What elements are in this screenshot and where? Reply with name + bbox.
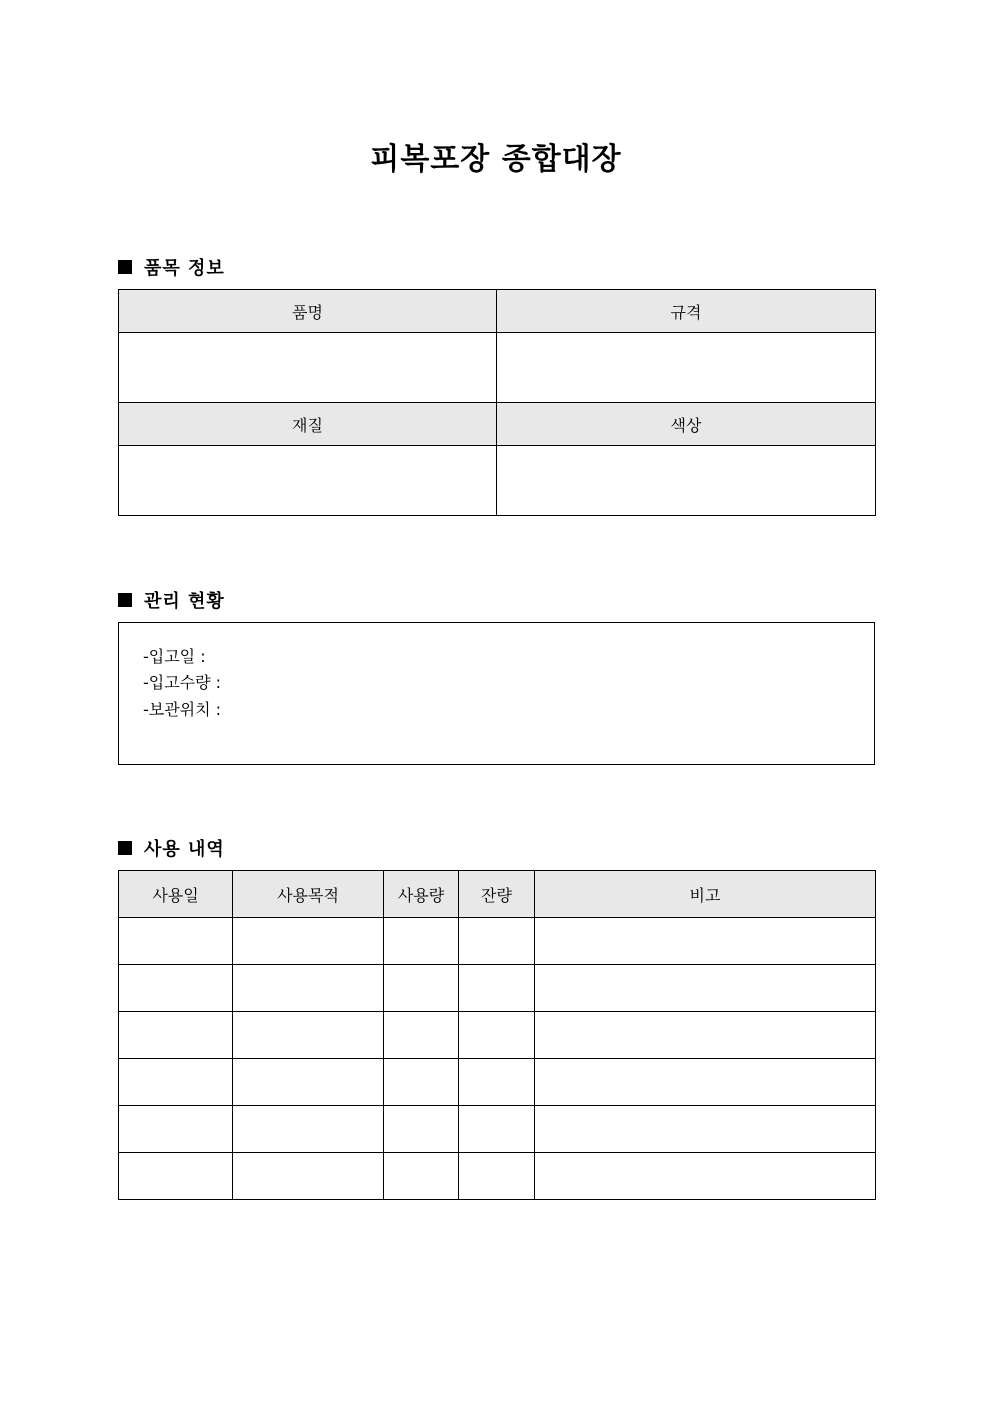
usage-history-heading xyxy=(118,835,225,861)
usage-history-heading-label: 사용 내역 xyxy=(144,839,225,860)
cell-remaining[interactable] xyxy=(459,1012,535,1059)
column-header-usage-date: 사용일 xyxy=(119,871,233,918)
column-header-remaining: 잔량 xyxy=(459,871,535,918)
cell-usage-purpose[interactable] xyxy=(233,1153,384,1200)
label-specification: 규격 xyxy=(497,290,876,333)
cell-usage-amount[interactable] xyxy=(384,1012,459,1059)
storage-location-line[interactable]: -보관위치 : xyxy=(143,700,222,719)
label-color: 색상 xyxy=(497,403,876,446)
table-row xyxy=(119,918,876,965)
cell-usage-purpose[interactable] xyxy=(233,1059,384,1106)
management-status-heading xyxy=(118,587,225,613)
management-status-box xyxy=(118,622,875,765)
table-row xyxy=(119,1012,876,1059)
column-header-usage-amount: 사용량 xyxy=(384,871,459,918)
value-product-name[interactable] xyxy=(119,333,497,403)
cell-usage-amount[interactable] xyxy=(384,965,459,1012)
cell-remarks[interactable] xyxy=(535,965,876,1012)
cell-usage-amount[interactable] xyxy=(384,918,459,965)
cell-remaining[interactable] xyxy=(459,965,535,1012)
cell-remarks[interactable] xyxy=(535,1059,876,1106)
item-info-value-row xyxy=(119,446,876,516)
square-bullet-icon xyxy=(118,841,132,855)
cell-remarks[interactable] xyxy=(535,1153,876,1200)
square-bullet-icon xyxy=(118,593,132,607)
document-title: 피복포장 종합대장 xyxy=(370,142,622,177)
table-row xyxy=(119,1106,876,1153)
item-info-heading xyxy=(118,254,225,280)
cell-remaining[interactable] xyxy=(459,1153,535,1200)
value-specification[interactable] xyxy=(497,333,876,403)
cell-usage-date[interactable] xyxy=(119,918,233,965)
cell-usage-date[interactable] xyxy=(119,1012,233,1059)
cell-remarks[interactable] xyxy=(535,1106,876,1153)
item-info-label-row xyxy=(119,403,876,446)
cell-usage-date[interactable] xyxy=(119,1059,233,1106)
item-info-table xyxy=(118,289,876,516)
value-color[interactable] xyxy=(497,446,876,516)
cell-usage-amount[interactable] xyxy=(384,1059,459,1106)
item-info-label-row xyxy=(119,290,876,333)
table-row xyxy=(119,965,876,1012)
usage-history-table xyxy=(118,870,876,1200)
cell-remarks[interactable] xyxy=(535,918,876,965)
cell-usage-amount[interactable] xyxy=(384,1106,459,1153)
table-row xyxy=(119,1059,876,1106)
receipt-quantity-line[interactable]: -입고수량 : xyxy=(143,673,222,692)
cell-remarks[interactable] xyxy=(535,1012,876,1059)
column-header-usage-purpose: 사용목적 xyxy=(233,871,384,918)
value-material[interactable] xyxy=(119,446,497,516)
item-info-heading-label: 품목 정보 xyxy=(144,258,225,279)
item-info-value-row xyxy=(119,333,876,403)
label-product-name: 품명 xyxy=(119,290,497,333)
cell-remaining[interactable] xyxy=(459,1059,535,1106)
cell-usage-date[interactable] xyxy=(119,1106,233,1153)
cell-usage-purpose[interactable] xyxy=(233,1106,384,1153)
receipt-date-line[interactable]: -입고일 : xyxy=(143,647,206,666)
cell-usage-amount[interactable] xyxy=(384,1153,459,1200)
cell-remaining[interactable] xyxy=(459,1106,535,1153)
table-row xyxy=(119,1153,876,1200)
cell-usage-purpose[interactable] xyxy=(233,1012,384,1059)
cell-usage-date[interactable] xyxy=(119,965,233,1012)
square-bullet-icon xyxy=(118,260,132,274)
cell-usage-purpose[interactable] xyxy=(233,965,384,1012)
label-material: 재질 xyxy=(119,403,497,446)
cell-usage-date[interactable] xyxy=(119,1153,233,1200)
usage-header-row xyxy=(119,871,876,918)
cell-remaining[interactable] xyxy=(459,918,535,965)
column-header-remarks: 비고 xyxy=(535,871,876,918)
cell-usage-purpose[interactable] xyxy=(233,918,384,965)
management-status-heading-label: 관리 현황 xyxy=(144,591,225,612)
